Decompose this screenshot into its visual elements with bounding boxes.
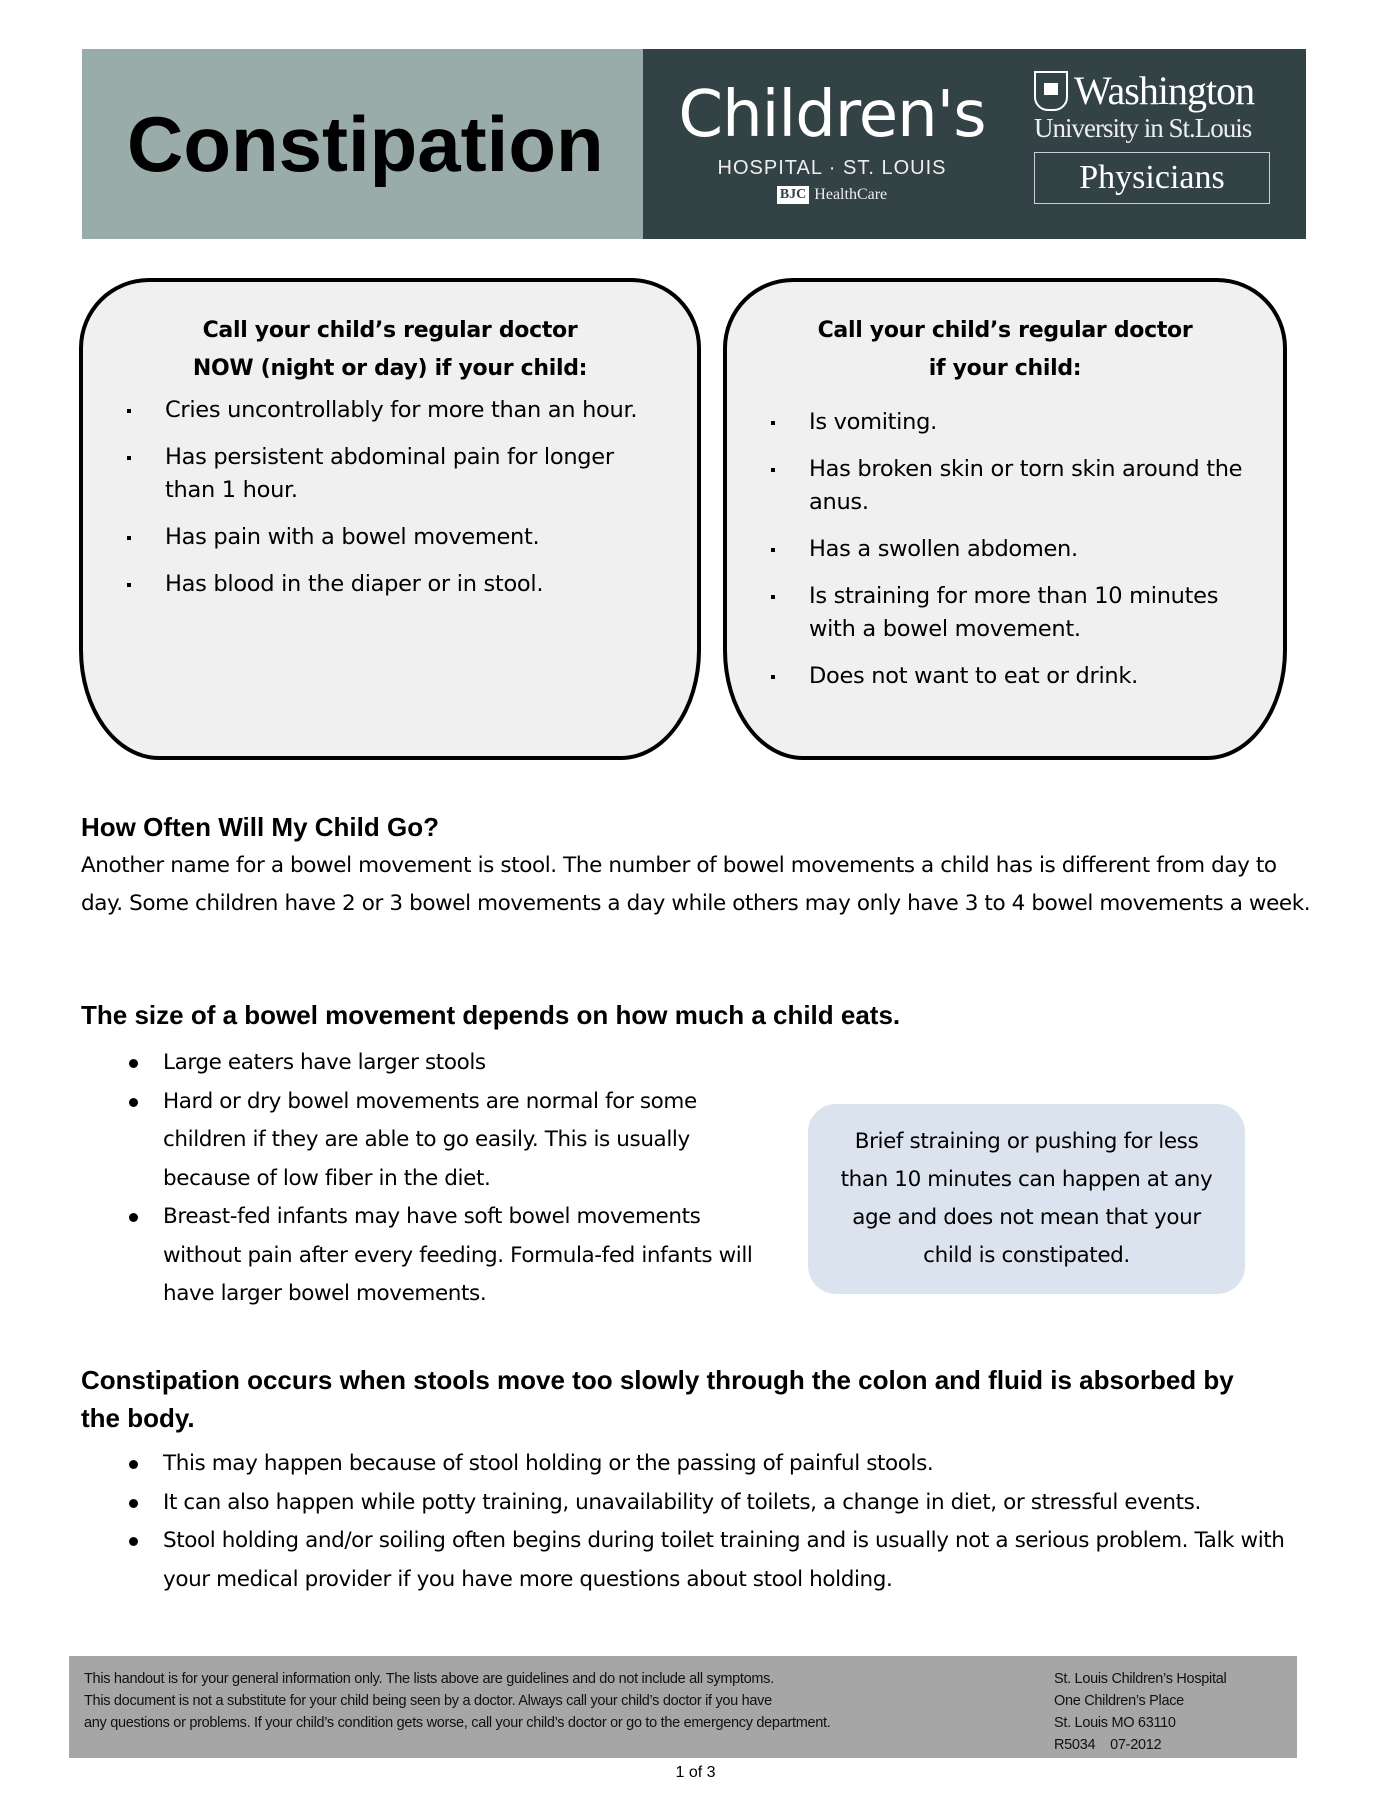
list-item: Breast-fed infants may have soft bowel movements without pain after every feeding. Formula-fed infants will have larger bowel movements. xyxy=(81,1198,781,1314)
list-item: Cries uncontrollably for more than an hour. xyxy=(83,394,697,427)
footer-address: St. Louis Children’s Hospital One Children’s Place St. Louis MO 63110 R5034 07-2012 xyxy=(1054,1671,1227,1753)
how-often-paragraph: Another name for a bowel movement is stool. The number of bowel movements a child has is different from day to day. Some children have 2 or 3 bowel movements a day while others may only have 3 to 4 bowel movements a week. xyxy=(81,853,1311,916)
list-item: Is straining for more than 10 minutes with a bowel movement. xyxy=(727,580,1283,646)
square-bullet-icon xyxy=(127,583,131,587)
list-item: Stool holding and/or soiling often begins during toilet training and is usually not a serious problem. Talk with your medical provider if you have more questions about stool holding. xyxy=(81,1522,1321,1599)
wu-physicians-label: Physicians xyxy=(1034,152,1270,204)
straining-callout: Brief straining or pushing for less than 10 minutes can happen at any age and does not mean that your child is constipated. xyxy=(808,1104,1245,1294)
bjc-text: HealthCare xyxy=(814,186,888,203)
title-panel xyxy=(82,49,643,239)
urgent-symptom-list xyxy=(83,394,697,601)
bullet-dot-icon xyxy=(129,1098,138,1107)
bullet-dot-icon xyxy=(129,1059,138,1068)
how-often-heading: How Often Will My Child Go? xyxy=(81,812,439,842)
list-item: Hard or dry bowel movements are normal for some children if they are able to go easily. This is usually because of low fiber in the diet. xyxy=(81,1083,781,1199)
square-bullet-icon xyxy=(127,536,131,540)
list-item: Has a swollen abdomen. xyxy=(727,533,1283,566)
university-shield-icon xyxy=(1034,71,1068,111)
square-bullet-icon xyxy=(771,548,775,552)
logo-panel xyxy=(643,49,1306,239)
bullet-dot-icon xyxy=(129,1213,138,1222)
list-item: Is vomiting. xyxy=(727,406,1283,439)
bjc-healthcare-logo xyxy=(677,186,987,204)
size-bullet-list xyxy=(81,1044,781,1314)
page-number: 1 of 3 xyxy=(675,1764,716,1781)
urgent-call-heading: Call your child’s regular doctor NOW (night or day) if your child: xyxy=(192,318,588,381)
wu-logo-subtitle: University in St.Louis xyxy=(1034,113,1252,143)
square-bullet-icon xyxy=(127,456,131,460)
childrens-logo-subtitle: HOSPITAL · ST. LOUIS xyxy=(717,157,947,179)
list-item: Large eaters have larger stools xyxy=(81,1044,781,1083)
urgent-call-box xyxy=(79,278,701,760)
page-title: Constipation xyxy=(127,99,604,188)
regular-call-box xyxy=(723,278,1287,760)
list-item: Has pain with a bowel movement. xyxy=(83,521,697,554)
header-banner xyxy=(82,49,1306,239)
list-item: Has broken skin or torn skin around the anus. xyxy=(727,453,1283,519)
list-item: Has blood in the diaper or in stool. xyxy=(83,568,697,601)
square-bullet-icon xyxy=(771,675,775,679)
regular-symptom-list xyxy=(727,406,1283,693)
bullet-dot-icon xyxy=(129,1537,138,1546)
square-bullet-icon xyxy=(771,595,775,599)
list-item: Has persistent abdominal pain for longer than 1 hour. xyxy=(83,441,697,507)
list-item: This may happen because of stool holding or the passing of painful stools. xyxy=(81,1445,1321,1484)
square-bullet-icon xyxy=(771,421,775,425)
bullet-dot-icon xyxy=(129,1499,138,1508)
bjc-badge: BJC xyxy=(777,186,809,204)
footer-disclaimer-bar xyxy=(69,1656,1297,1758)
washington-university-logo xyxy=(1034,68,1274,211)
regular-call-heading: Call your child’s regular doctor if your child: xyxy=(817,318,1193,381)
constipation-heading: Constipation occurs when stools move too slowly through the colon and fluid is absorbed by the body. xyxy=(81,1365,1234,1433)
childrens-logo-name: Children's xyxy=(678,78,986,152)
bullet-dot-icon xyxy=(129,1460,138,1469)
square-bullet-icon xyxy=(127,409,131,413)
size-heading: The size of a bowel movement depends on how much a child eats. xyxy=(81,1000,901,1030)
wu-logo-name: Washington xyxy=(1074,68,1255,113)
list-item: It can also happen while potty training, unavailability of toilets, a change in diet, or stressful events. xyxy=(81,1484,1321,1523)
square-bullet-icon xyxy=(771,468,775,472)
constipation-bullet-list xyxy=(81,1445,1321,1599)
footer-disclaimer: This handout is for your general information only. The lists above are guidelines and do not include all symptoms. This document is not a substitute for your child being seen by a doctor. Always call your child’s doctor if you have any questions or problems. If your child’s condition gets worse, call your child’s doctor or go to the emergency department. xyxy=(84,1671,831,1731)
list-item: Does not want to eat or drink. xyxy=(727,660,1283,693)
childrens-hospital-logo xyxy=(677,75,987,225)
